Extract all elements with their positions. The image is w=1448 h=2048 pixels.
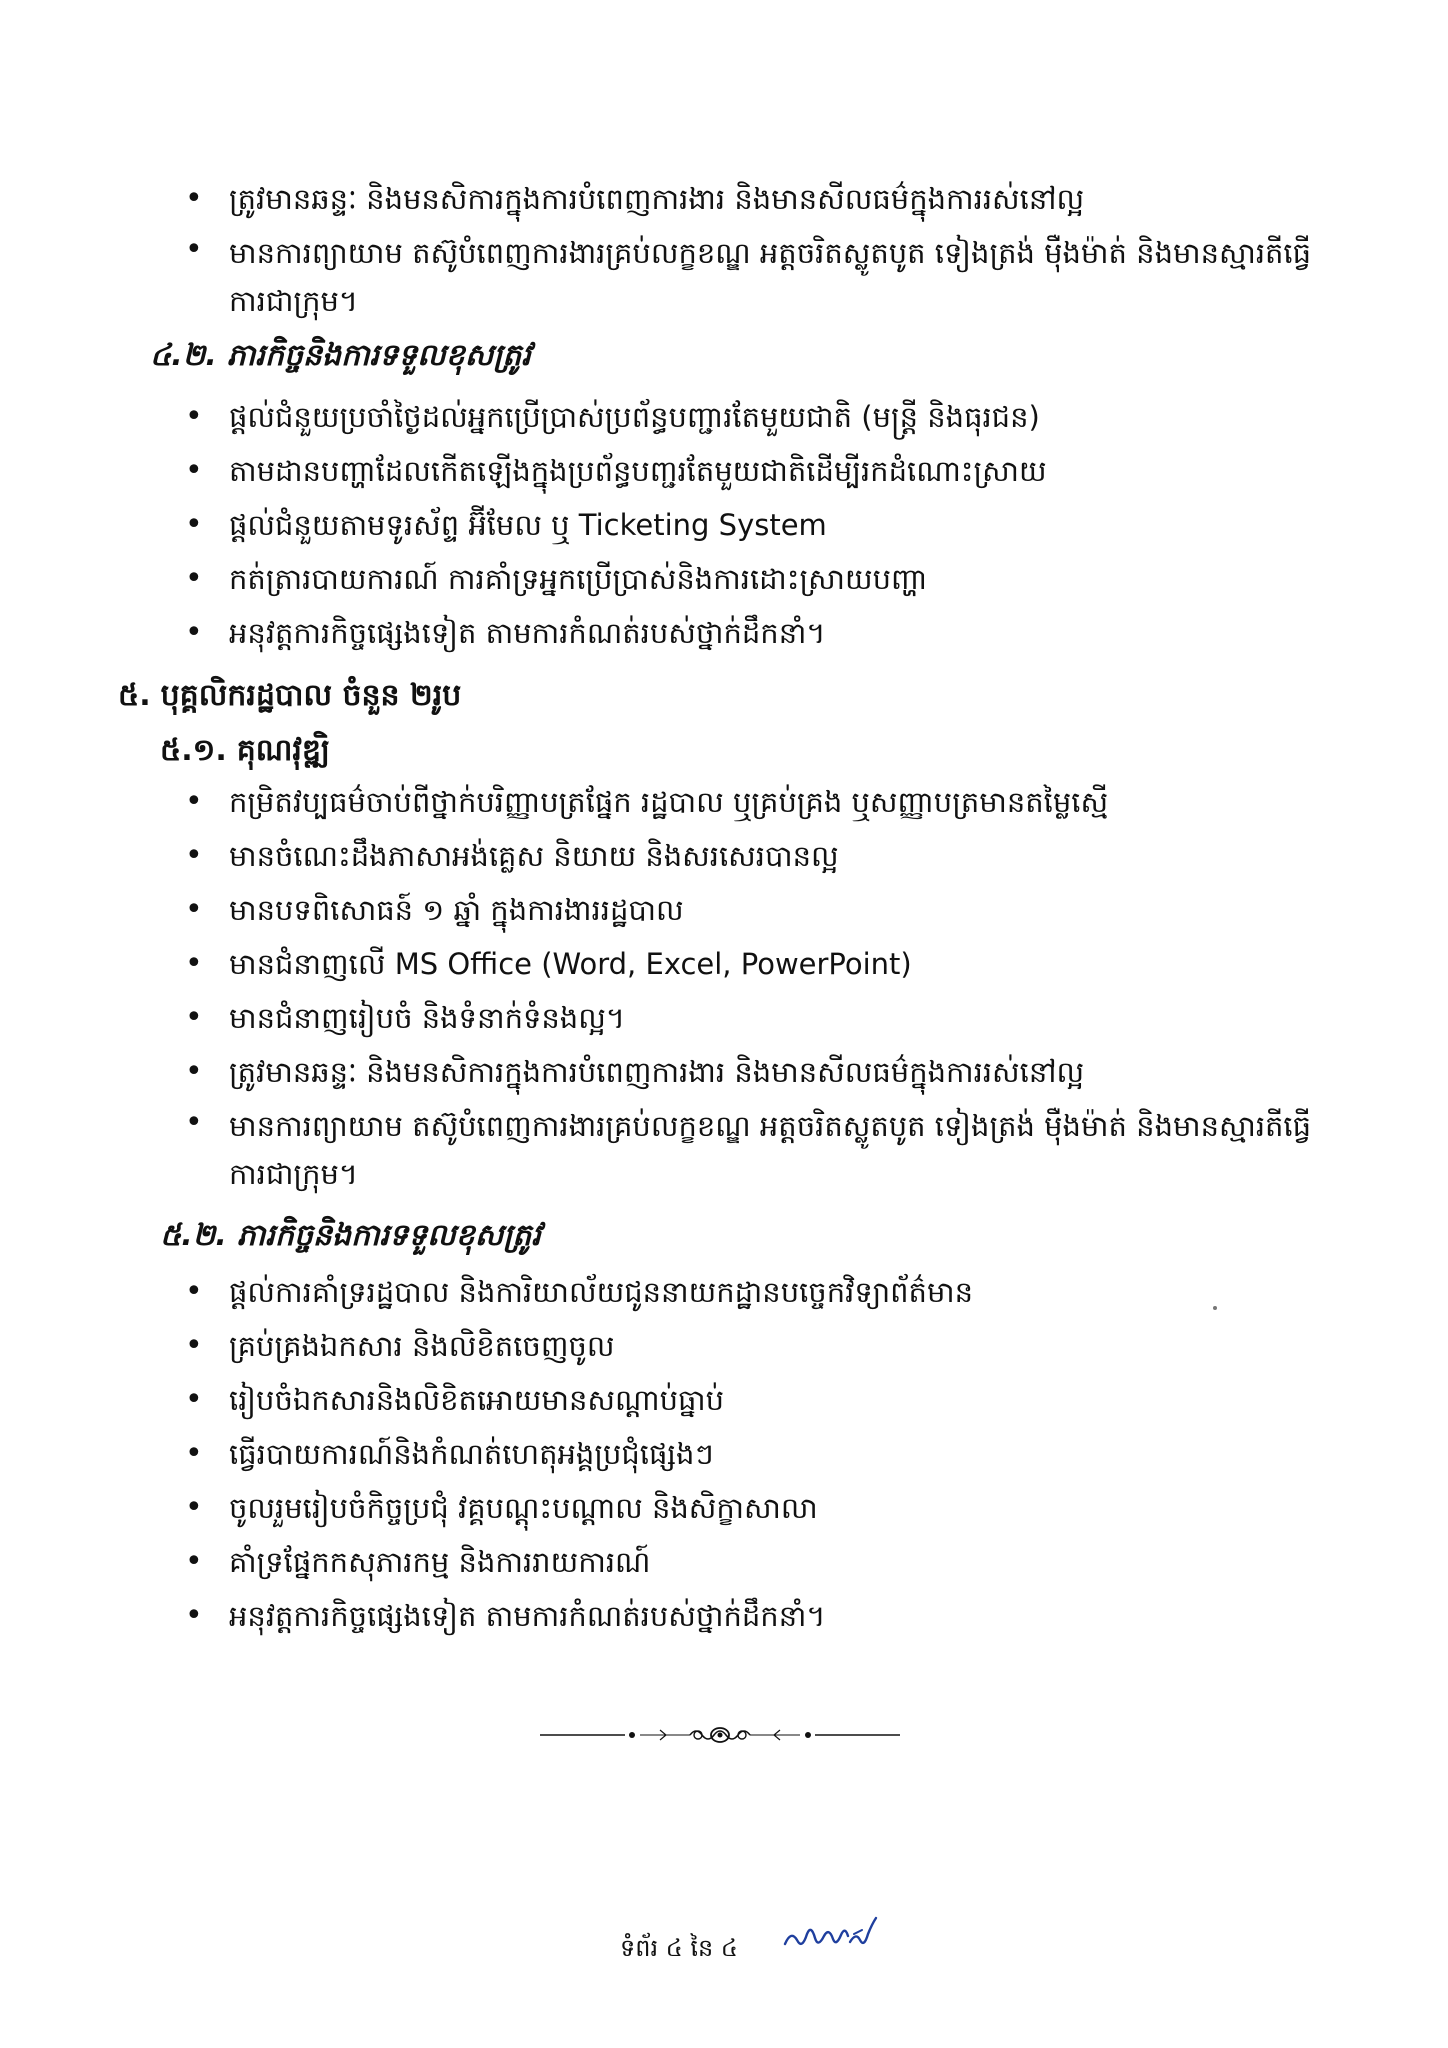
section-heading-5-1	[160, 725, 330, 777]
section-heading-5-2	[160, 1210, 541, 1262]
list-item: • កត់ត្រារបាយការណ៍ ការគាំទ្រអ្នកប្រើប្រាស់និងការដោះស្រាយបញ្ហា	[185, 552, 1325, 606]
section-number: ៤.២.	[150, 338, 217, 373]
list-item: • តាមដានបញ្ហាដែលកើតឡើងក្នុងប្រព័ន្ធបញ្ជរតែមួយជាតិដើម្បីរកដំណោះស្រាយ	[185, 444, 1325, 498]
list-item: • មានជំនាញរៀបចំ និងទំនាក់ទំនងល្អ។	[185, 991, 1325, 1045]
list-item: • មានការព្យាយាម តស៊ូបំពេញការងារគ្រប់លក្ខខណ្ឌ អត្តចរិតស្លូតបូត ទៀងត្រង់ ម៉ឺងម៉ាត់ និងមានស្មារតីធ្វើការជាក្រុម។	[185, 1099, 1325, 1201]
list-item: • ធ្វើរបាយការណ៍និងកំណត់ហេតុអង្គប្រជុំផ្សេងៗ	[185, 1427, 1325, 1481]
list-item: • ផ្ដល់ការគាំទ្ររដ្ឋបាល និងការិយាល័យជូននាយកដ្ឋានបច្ចេកវិទ្យាព័ត៌មាន	[185, 1265, 1325, 1319]
section-5-1-list	[185, 775, 1325, 1201]
section-heading-5	[118, 670, 461, 722]
list-item: • រៀបចំឯកសារនិងលិខិតអោយមានសណ្ដាប់ធ្នាប់	[185, 1373, 1325, 1427]
ornament-divider-icon	[540, 1720, 900, 1750]
list-item: • គាំទ្រផ្នែកកសុភារកម្ម និងការរាយការណ៍	[185, 1535, 1325, 1589]
top-bullet-list	[185, 172, 1325, 328]
page-number-label: ទំព័រ ៤ នៃ ៤	[620, 1934, 738, 1962]
scan-speck	[1213, 1306, 1217, 1310]
section-4-2-list	[185, 390, 1325, 660]
section-5-2-list	[185, 1265, 1325, 1643]
section-number: ៥.១.	[160, 733, 227, 768]
section-title: ភារកិច្ចនិងការទទួលខុសត្រូវ	[226, 338, 531, 373]
section-number: ៥.	[118, 678, 151, 713]
list-item: • ផ្ដល់ជំនួយតាមទូរស័ព្ទ អ៊ីមែល ឬ Ticketing System	[185, 498, 1325, 552]
list-item: • ចូលរួមរៀបចំកិច្ចប្រជុំ វគ្គបណ្ដុះបណ្ដាល និងសិក្ខាសាលា	[185, 1481, 1325, 1535]
list-item: • មានការព្យាយាម តស៊ូបំពេញការងារគ្រប់លក្ខខណ្ឌ អត្តចរិតស្លូតបូត ទៀងត្រង់ ម៉ឺងម៉ាត់ និងមានស្មារតីធ្វើការជាក្រុម។	[185, 226, 1325, 328]
list-item: • មានចំណេះដឹងភាសាអង់គ្លេស និយាយ និងសរសេរបានល្អ	[185, 829, 1325, 883]
section-number: ៥.២.	[160, 1218, 227, 1253]
list-item: • ត្រូវមានឆន្ទៈ និងមនសិការក្នុងការបំពេញការងារ និងមានសីលធម៌ក្នុងការរស់នៅល្អ	[185, 1045, 1325, 1099]
section-title: គុណវុឌ្ឍិ	[236, 733, 330, 768]
list-item: • ត្រូវមានឆន្ទៈ និងមនសិការក្នុងការបំពេញការងារ និងមានសីលធម៌ក្នុងការរស់នៅល្អ	[185, 172, 1325, 226]
list-item: • មានបទពិសោធន៍ ១ ឆ្នាំ ក្នុងការងាររដ្ឋបាល	[185, 883, 1325, 937]
handwritten-initials-icon	[780, 1912, 880, 1962]
list-item: • គ្រប់គ្រងឯកសារ និងលិខិតចេញចូល	[185, 1319, 1325, 1373]
list-item: • មានជំនាញលើ MS Office (Word, Excel, PowerPoint)	[185, 937, 1325, 991]
list-item: • អនុវត្តការកិច្ចផ្សេងទៀត តាមការកំណត់របស់ថ្នាក់ដឹកនាំ។	[185, 1589, 1325, 1643]
section-title: បុគ្គលិករដ្ឋបាល ចំនួន ២រូប	[160, 678, 462, 713]
list-item: • ផ្ដល់ជំនួយប្រចាំថ្ងៃដល់អ្នកប្រើប្រាស់ប្រព័ន្ធបញ្ជារតែមួយជាតិ (មន្ត្រី និងធុរជន)	[185, 390, 1325, 444]
section-title: ភារកិច្ចនិងការទទួលខុសត្រូវ	[236, 1218, 541, 1253]
list-item: • អនុវត្តការកិច្ចផ្សេងទៀត តាមការកំណត់របស់ថ្នាក់ដឹកនាំ។	[185, 606, 1325, 660]
section-heading-4-2	[150, 330, 531, 382]
list-item: • កម្រិតវប្បធម៌ចាប់ពីថ្នាក់បរិញ្ញាបត្រផ្នែក រដ្ឋបាល ឬគ្រប់គ្រង ឬសញ្ញាបត្រមានតម្លៃស្មើ	[185, 775, 1325, 829]
